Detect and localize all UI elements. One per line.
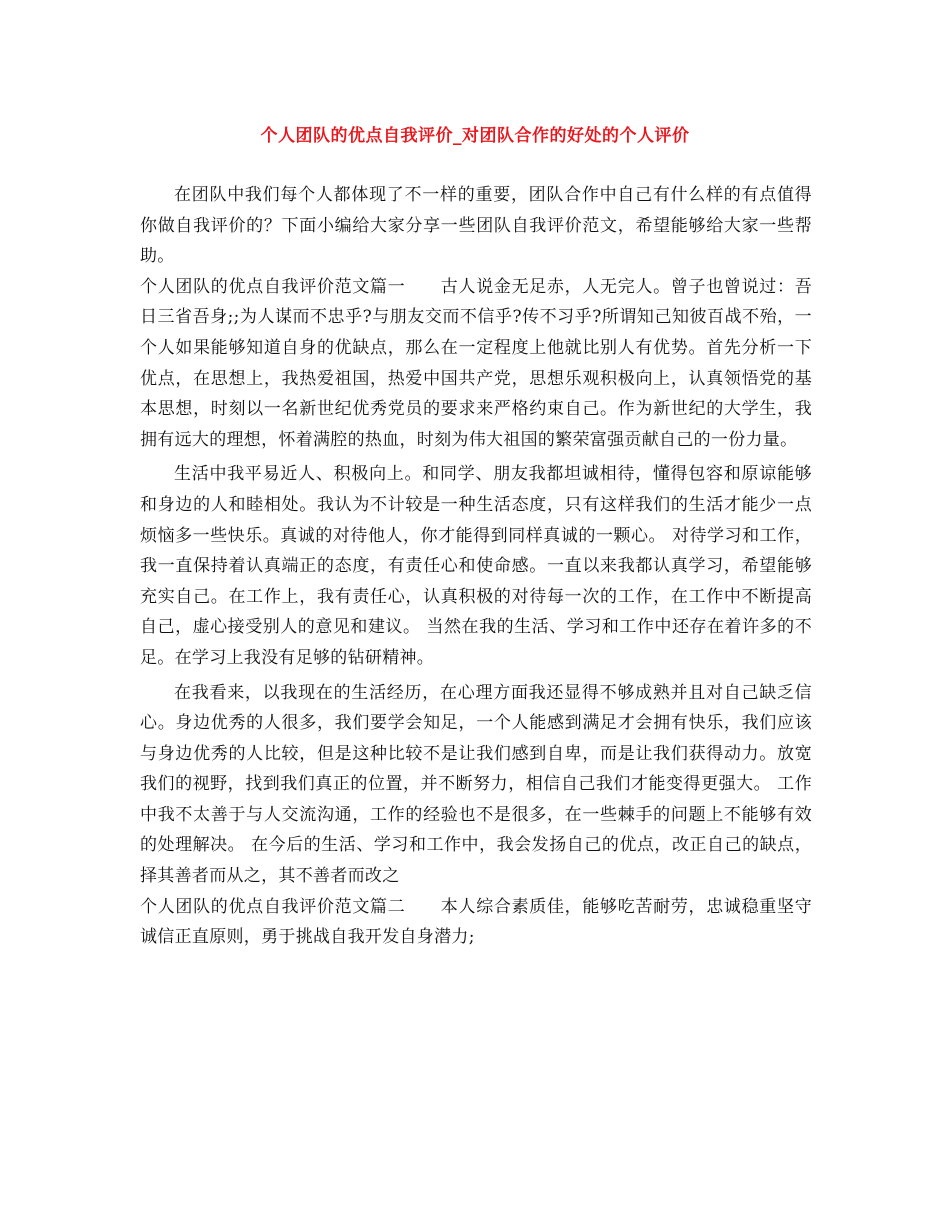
paragraph-intro: 在团队中我们每个人都体现了不一样的重要，团队合作中自己有什么样的有点值得你做自我评价的？下面小编给大家分享一些团队自我评价范文，希望能够给大家一些帮助。 — [140, 185, 812, 267]
document-title: 个人团队的优点自我评价_对团队合作的好处的个人评价 — [260, 126, 690, 146]
paragraph-opinion: 在我看来，以我现在的生活经历，在心理方面我还显得不够成熟并且对自己缺乏信心。身边优秀的人很多，我们要学会知足，一个人能感到满足才会拥有快乐，我们应该与身边优秀的人比较，但是这种比较不是让我们感到自卑，而是让我们获得动力。放宽我们的视野，找到我们真正的位置，并不断努力，相信自己我们才能变得更强大。 工作中我不太善于与人交流沟通，工作的经验也不是很多，在一些棘手的问题上不能够有效的处理解决。 在今后的生活、学习和工作中，我会发扬自己的优点，改正自己的缺点，择其善者而从之，其不善者而改之 — [140, 682, 812, 887]
document-body — [140, 180, 812, 953]
paragraph-sample-two: 个人团队的优点自我评价范文篇二 本人综合素质佳，能够吃苦耐劳，忠诚稳重坚守诚信正直原则，勇于挑战自我开发自身潜力; — [140, 896, 812, 948]
paragraph-sample-one: 个人团队的优点自我评价范文篇一 古人说金无足赤，人无完人。曾子也曾说过：吾日三省吾身;;为人谋而不忠乎?与朋友交而不信乎?传不习乎?所谓知己知彼百战不殆，一个人如果能够知道自身的优缺点，那么在一定程度上他就比别人有优势。首先分析一下优点，在思想上，我热爱祖国，热爱中国共产党，思想乐观积极向上，认真领悟党的基本思想，时刻以一名新世纪优秀党员的要求来严格约束自己。作为新世纪的大学生，我拥有远大的理想，怀着满腔的热血，时刻为伟大祖国的繁荣富强贡献自己的一份力量。 — [140, 276, 812, 450]
paragraph-life: 生活中我平易近人、积极向上。和同学、朋友我都坦诚相待，懂得包容和原谅能够和身边的人和睦相处。我认为不计较是一种生活态度，只有这样我们的生活才能少一点烦恼多一些快乐。真诚的对待他人，你才能得到同样真诚的一颗心。 对待学习和工作，我一直保持着认真端正的态度，有责任心和使命感。一直以来我都认真学习，希望能够充实自己。在工作上，我有责任心，认真积极的对待每一次的工作，在工作中不断提高自己，虚心接受别人的意见和建议。 当然在我的生活、学习和工作中还存在着许多的不足。在学习上我没有足够的钻研精神。 — [140, 464, 812, 668]
